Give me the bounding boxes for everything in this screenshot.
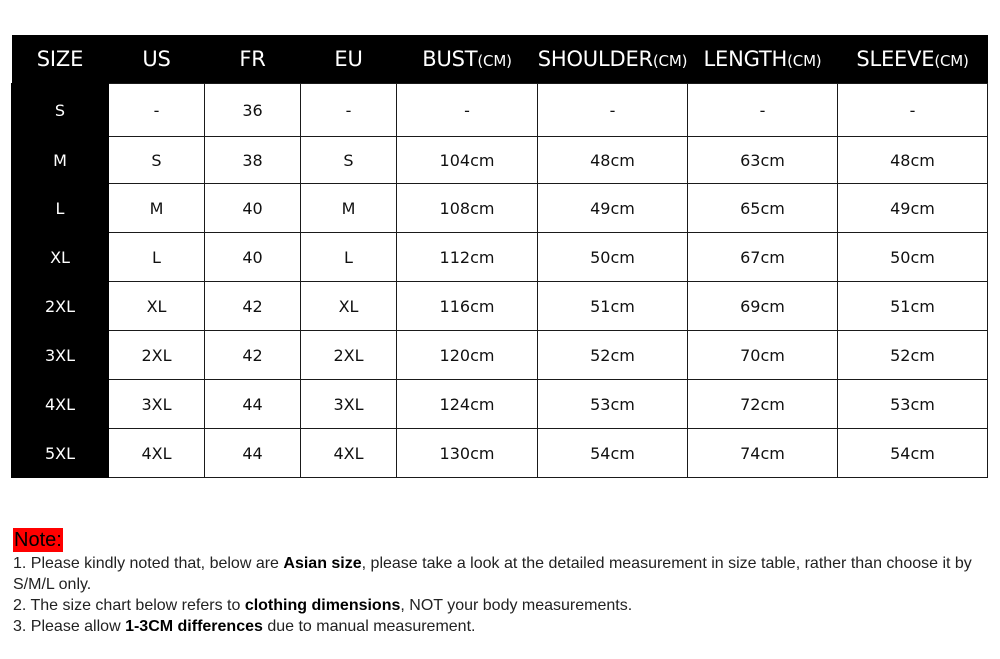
header-sleeve: SLEEVE(CM)	[838, 35, 988, 84]
note-item-2: 2. The size chart below refers to clothing dimensions, NOT your body measurements.	[13, 597, 633, 614]
header-fr: FR	[205, 35, 301, 84]
cell-bust: 112cm	[397, 233, 538, 282]
cell-shoulder: 49cm	[538, 184, 688, 233]
cell-size: 5XL	[12, 429, 109, 478]
cell-length: -	[688, 84, 838, 137]
cell-size: 3XL	[12, 331, 109, 380]
cell-sleeve: 50cm	[838, 233, 988, 282]
cell-shoulder: 50cm	[538, 233, 688, 282]
cell-shoulder: 52cm	[538, 331, 688, 380]
cell-shoulder: -	[538, 84, 688, 137]
cell-size: XL	[12, 233, 109, 282]
note-item-3: 3. Please allow 1-3CM differences due to manual measurement.	[13, 618, 476, 635]
cell-size: L	[12, 184, 109, 233]
cell-us: XL	[109, 282, 205, 331]
cell-us: -	[109, 84, 205, 137]
cell-sleeve: 48cm	[838, 137, 988, 184]
cell-fr: 40	[205, 184, 301, 233]
table-row	[12, 429, 988, 478]
cell-shoulder: 51cm	[538, 282, 688, 331]
cell-fr: 36	[205, 84, 301, 137]
cell-eu: -	[301, 84, 397, 137]
header-size: SIZE	[12, 35, 109, 84]
cell-us: L	[109, 233, 205, 282]
note-item-1: 1. Please kindly noted that, below are Asian size, please take a look at the detailed measurement in size table, rather than choose it by S/M/L only.	[13, 555, 972, 593]
cell-fr: 44	[205, 429, 301, 478]
cell-fr: 38	[205, 137, 301, 184]
table-row	[12, 137, 988, 184]
size-chart-table	[11, 35, 988, 478]
cell-size: M	[12, 137, 109, 184]
table-row	[12, 380, 988, 429]
cell-us: 2XL	[109, 331, 205, 380]
cell-fr: 42	[205, 282, 301, 331]
cell-fr: 40	[205, 233, 301, 282]
header-length: LENGTH(CM)	[688, 35, 838, 84]
cell-eu: XL	[301, 282, 397, 331]
cell-eu: M	[301, 184, 397, 233]
header-eu: EU	[301, 35, 397, 84]
cell-bust: 130cm	[397, 429, 538, 478]
cell-bust: 124cm	[397, 380, 538, 429]
cell-bust: 116cm	[397, 282, 538, 331]
cell-sleeve: -	[838, 84, 988, 137]
cell-sleeve: 54cm	[838, 429, 988, 478]
table-row	[12, 84, 988, 137]
header-us: US	[109, 35, 205, 84]
cell-sleeve: 49cm	[838, 184, 988, 233]
cell-us: S	[109, 137, 205, 184]
cell-bust: 104cm	[397, 137, 538, 184]
cell-eu: L	[301, 233, 397, 282]
cell-bust: -	[397, 84, 538, 137]
cell-bust: 120cm	[397, 331, 538, 380]
cell-eu: 2XL	[301, 331, 397, 380]
cell-sleeve: 51cm	[838, 282, 988, 331]
cell-eu: 4XL	[301, 429, 397, 478]
cell-size: 2XL	[12, 282, 109, 331]
cell-length: 65cm	[688, 184, 838, 233]
cell-length: 70cm	[688, 331, 838, 380]
header-bust: BUST(CM)	[397, 35, 538, 84]
cell-length: 67cm	[688, 233, 838, 282]
cell-bust: 108cm	[397, 184, 538, 233]
notes-section	[13, 528, 988, 637]
table-row	[12, 282, 988, 331]
cell-shoulder: 53cm	[538, 380, 688, 429]
cell-size: 4XL	[12, 380, 109, 429]
cell-shoulder: 54cm	[538, 429, 688, 478]
cell-eu: S	[301, 137, 397, 184]
cell-length: 74cm	[688, 429, 838, 478]
note-label: Note:	[14, 529, 62, 551]
cell-size: S	[12, 84, 109, 137]
cell-length: 69cm	[688, 282, 838, 331]
cell-shoulder: 48cm	[538, 137, 688, 184]
table-header-row	[12, 35, 988, 84]
cell-sleeve: 52cm	[838, 331, 988, 380]
cell-length: 72cm	[688, 380, 838, 429]
table-row	[12, 233, 988, 282]
cell-us: M	[109, 184, 205, 233]
cell-length: 63cm	[688, 137, 838, 184]
cell-fr: 44	[205, 380, 301, 429]
table-row	[12, 331, 988, 380]
table-row	[12, 184, 988, 233]
cell-sleeve: 53cm	[838, 380, 988, 429]
header-shoulder: SHOULDER(CM)	[538, 35, 688, 84]
cell-us: 4XL	[109, 429, 205, 478]
cell-fr: 42	[205, 331, 301, 380]
cell-eu: 3XL	[301, 380, 397, 429]
cell-us: 3XL	[109, 380, 205, 429]
